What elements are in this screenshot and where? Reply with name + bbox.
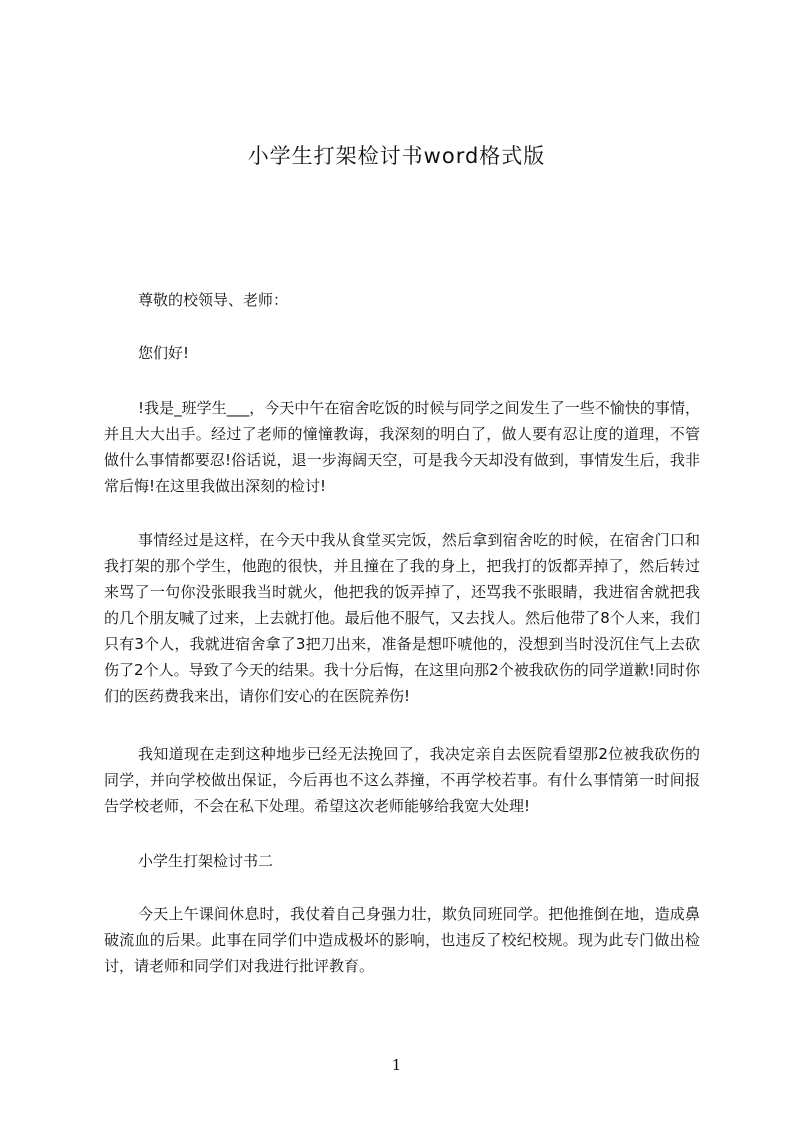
document-title: 小学生打架检讨书word格式版 (247, 144, 546, 168)
section-heading: 小学生打架检讨书二 (138, 852, 274, 870)
salutation: 尊敬的校领导、老师： (138, 291, 289, 309)
body-paragraph-2: 事情经过是这样，在今天中我从食堂买完饭，然后拿到宿舍吃的时候，在宿舍门口和我打架的那个学生，他跑的很快，并且撞在了我的身上，把我打的饭都弄掉了，然后转过来骂了一句你没张眼我当时就火，他把我的饭弄掉了，还骂我不张眼睛，我进宿舍就把我的几个朋友喊了过来，上去就打他。最后他不服气，又去找人。然后他带了8个人来，我们只有3个人，我就进宿舍拿了3把刀出来，准备是想吓唬他的，没想到当时没沉住气上去砍伤了2个人。导致了今天的结果。我十分后悔，在这里向那2个被我砍伤的同学道歉!同时你们的医药费我来出，请你们安心的在医院养伤! (104, 531, 700, 705)
page-number: 1 (391, 1056, 402, 1074)
body-paragraph-3: 我知道现在走到这种地步已经无法挽回了，我决定亲自去医院看望那2位被我砍伤的同学，并向学校做出保证，今后再也不这么莽撞，不再学校若事。有什么事情第一时间报告学校老师，不会在私下处理。希望这次老师能够给我宽大处理! (104, 745, 700, 815)
body-paragraph-4: 今天上午课间休息时，我仗着自己身强力壮，欺负同班同学。把他推倒在地，造成鼻破流血的后果。此事在同学们中造成极坏的影响，也违反了校纪校规。现为此专门做出检讨，请老师和同学们对我进行批评教育。 (104, 905, 700, 975)
greeting: 您们好! (138, 344, 190, 362)
body-paragraph-1: !我是_班学生___，今天中午在宿舍吃饭的时候与同学之间发生了一些不愉快的事情，并且大大出手。经过了老师的憧憧教诲，我深刻的明白了，做人要有忍让度的道理，不管做什么事情都要忍!俗话说，退一步海阔天空，可是我今天却没有做到，事情发生后，我非常后悔!在这里我做出深刻的检讨! (104, 399, 700, 495)
